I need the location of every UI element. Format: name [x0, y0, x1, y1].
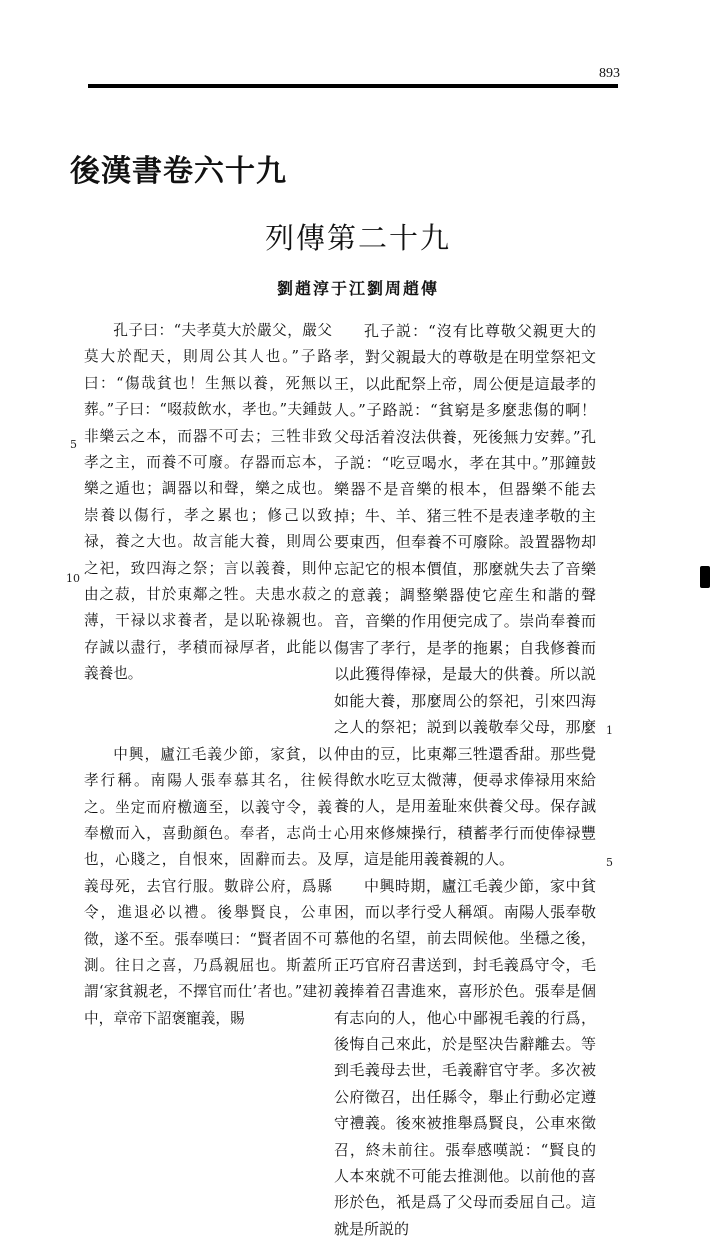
header-rule	[88, 84, 618, 88]
translation-column	[334, 318, 596, 1242]
line-number: 1	[606, 724, 613, 737]
line-number: 5	[606, 856, 613, 869]
chapter-title: 列傳第二十九	[264, 221, 451, 255]
classical-paragraph-1: 孔子曰：“夫孝莫大於嚴父，嚴父莫大於配天，則周公其人也。”子路曰：“傷哉貧也！生無以養，死無以葬。”子曰：“啜菽飲水，孝也。”夫鍾鼓非樂云之本，而器不可去；三牲非致孝之主，而養不可廢。存器而忘本，樂之遁也；調器以和聲，樂之成也。崇養以傷行，孝之累也；修己以致禄，養之大也。故言能大養，則周公之祀，致四海之祭；言以義養，則仲由之菽，甘於東鄰之牲。夫患水菽之薄，干禄以求養者，是以恥祿親也。存誠以盡行，孝積而禄厚者，此能以義養也。	[84, 322, 332, 683]
line-number: 5	[70, 438, 77, 451]
page-number: 893	[599, 66, 620, 81]
paragraph-gap	[84, 688, 332, 742]
chapter-subtitle: 劉趙淳于江劉周趙傳	[276, 279, 439, 298]
classical-paragraph-2: 中興，廬江毛義少節，家貧，以孝行稱。南陽人張奉慕其名，往候之。坐定而府檄適至，以義守令，義奉檄而入，喜動顔色。奉者，志尚士也，心賤之，自恨來，固辭而去。及義母死，去官行服。數辟公府，爲縣令，進退必以禮。後舉賢良，公車徵，遂不至。張奉嘆曰：“賢者固不可測。往日之喜，乃爲親屈也。斯蓋所謂‘家貧親老，不擇官而仕’者也。”建初中，章帝下詔褒寵義，賜	[84, 745, 332, 1027]
book-title: 後漢書卷六十九	[70, 154, 287, 189]
translation-paragraph-2: 中興時期，廬江毛義少節，家中貧困，而以孝行受人稱頌。南陽人張奉敬慕他的名望，前去問候他。坐穩之後，正巧官府召書送到，封毛義爲守令，毛義捧着召書進來，喜形於色。張奉是個有志向的人，他心中鄙視毛義的行爲，後悔自己來此，於是堅决告辭離去。等到毛義母去世，毛義辭官守孝。多次被公府徵召，出任縣令，舉止行動必定遵守禮義。後來被推舉爲賢良，公車來徵召，終未前往。張奉感嘆説：“賢良的人本來就不可能去推測他。以前他的喜形於色，衹是爲了父母而委屈自己。這就是所説的	[334, 876, 596, 1238]
margin-mark	[700, 566, 710, 588]
line-number: 10	[66, 572, 80, 585]
classical-text-column	[84, 318, 332, 1032]
translation-paragraph-1: 孔子説：“沒有比尊敬父親更大的孝，對父親最大的尊敬是在明堂祭祀文王，以此配祭上帝，周公便是這最孝的人。”子路説：“貧窮是多麼悲傷的啊！父母活着沒法供養，死後無力安葬。”孔子説：“吃豆喝水，孝在其中。”那鐘鼓樂器不是音樂的根本，但器樂不能去掉；牛、羊、猪三牲不是表達孝敬的主要東西，但奉養不可廢除。設置器物却忘記它的根本價值，那麼就失去了音樂的意義；調整樂器使它産生和諧的聲音，音樂的作用便完成了。崇尚奉養而傷害了孝行，是孝的拖累；自我修養而以此獲得俸禄，是最大的供養。所以説如能大養，那麼周公的祭祀，引來四海之人的祭祀；説到以義敬奉父母，那麼仲由的豆，比東鄰三牲還香甜。那些覺得飲水吃豆太微薄，便尋求俸禄用來給養的人，是用羞耻來供養父母。保存誠心用來修煉操行，積蓄孝行而使俸禄豐厚，這是能用義養親的人。	[334, 322, 596, 869]
